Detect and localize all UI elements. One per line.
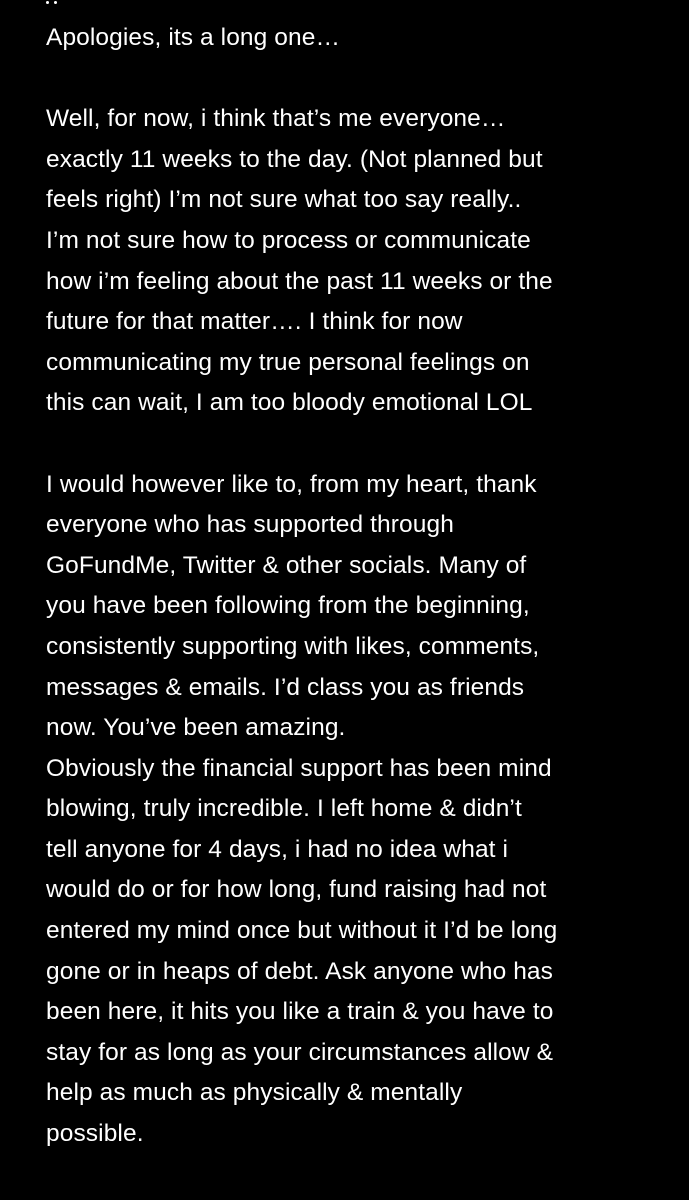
note-line: blowing, truly incredible. I left home & didn’t bbox=[46, 795, 522, 823]
note-line: future for that matter…. I think for now bbox=[46, 308, 463, 336]
note-line: been here, it hits you like a train & you have to bbox=[46, 998, 554, 1026]
blank-line bbox=[46, 59, 676, 100]
note-line: would do or for how long, fund raising had not bbox=[46, 876, 547, 904]
note-line: now. You’ve been amazing. bbox=[46, 714, 346, 742]
blank-line bbox=[46, 424, 676, 465]
note-line: tell anyone for 4 days, i had no idea what i bbox=[46, 835, 509, 863]
top-marker-dot bbox=[54, 1, 57, 4]
top-marker bbox=[46, 0, 60, 8]
note-line: I would however like to, from my heart, thank bbox=[46, 470, 537, 498]
note-line: how i’m feeling about the past 11 weeks or the bbox=[46, 267, 553, 295]
note-line: entered my mind once but without it I’d be long bbox=[46, 917, 558, 945]
note-line: possible. bbox=[46, 1120, 144, 1148]
note-line: I’m not sure how to process or communicate bbox=[46, 226, 531, 254]
note-line: Obviously the financial support has been mind bbox=[46, 754, 552, 782]
note-line: feels right) I’m not sure what too say really.. bbox=[46, 186, 522, 214]
note-line: help as much as physically & mentally bbox=[46, 1079, 463, 1107]
top-marker-dot bbox=[46, 1, 49, 4]
note-line: Apologies, its a long one… bbox=[46, 24, 341, 51]
note-body[interactable] bbox=[46, 18, 676, 1155]
note-line: you have been following from the beginning, bbox=[46, 592, 530, 620]
note-line: gone or in heaps of debt. Ask anyone who has bbox=[46, 957, 554, 985]
note-line: stay for as long as your circumstances allow & bbox=[46, 1038, 554, 1066]
note-line: communicating my true personal feelings on bbox=[46, 348, 530, 376]
note-line: this can wait, I am too bloody emotional LOL bbox=[46, 389, 533, 417]
note-line: GoFundMe, Twitter & other socials. Many of bbox=[46, 551, 527, 579]
note-line: messages & emails. I’d class you as friends bbox=[46, 673, 525, 701]
note-line: exactly 11 weeks to the day. (Not planned but bbox=[46, 145, 543, 173]
note-line: everyone who has supported through bbox=[46, 511, 454, 539]
note-line: Well, for now, i think that’s me everyone… bbox=[46, 105, 506, 133]
note-line: consistently supporting with likes, comments, bbox=[46, 632, 540, 660]
